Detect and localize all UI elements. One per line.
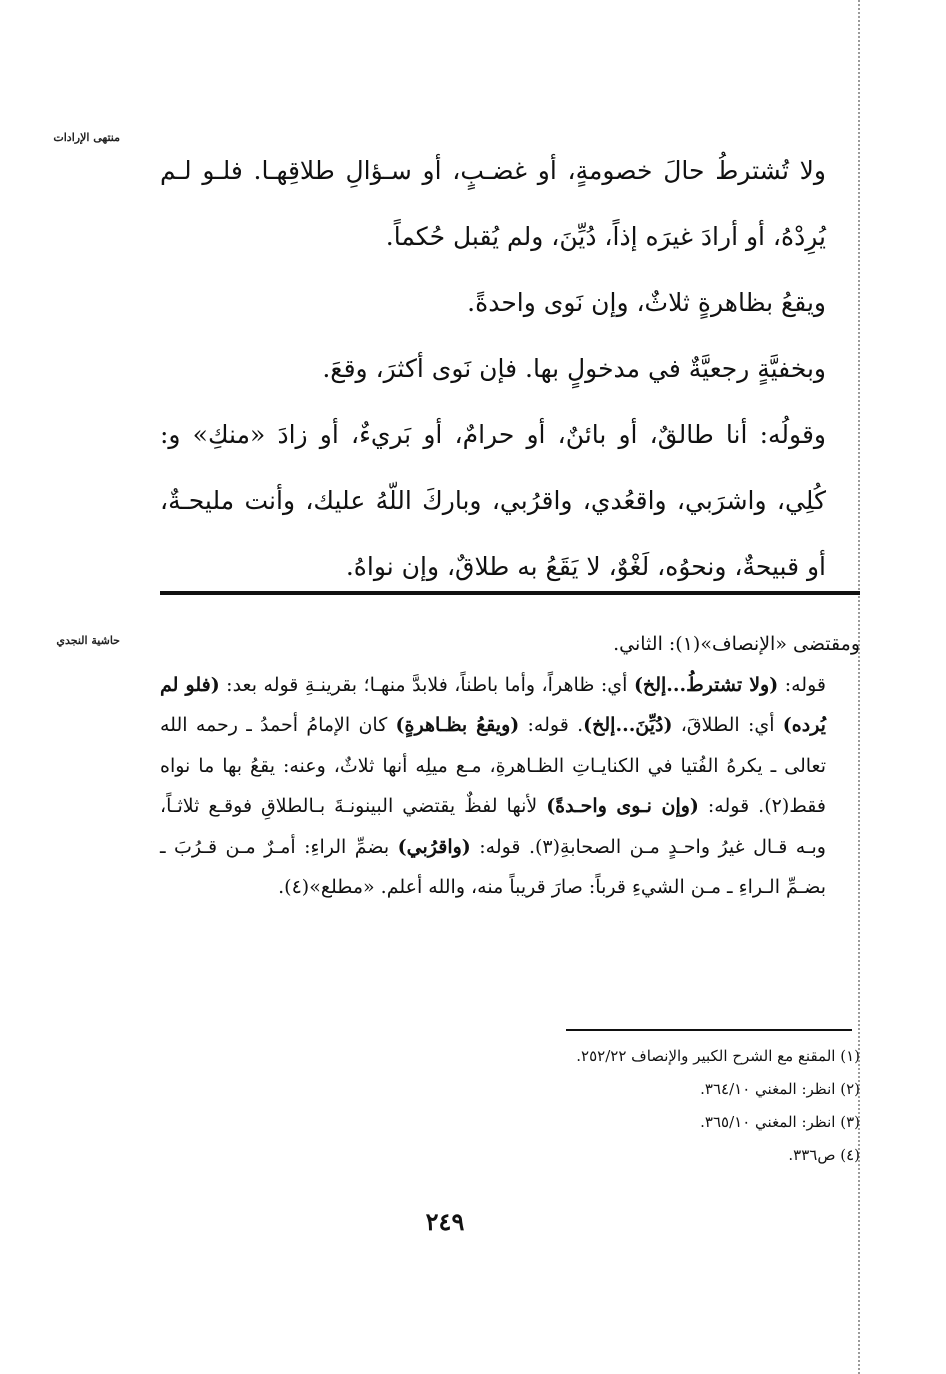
footnote-item: (٤) ص٣٣٦.: [788, 1146, 860, 1164]
quoted-phrase: (واقرُبي): [397, 835, 471, 858]
main-paragraph: وبخفيَّةٍ رجعيَّةٌ في مدخولٍ بها. فإن نَوى أكثرَ، وقعَ.: [322, 354, 826, 383]
page-number: ٢٤٩: [425, 1207, 465, 1236]
main-paragraph: ولا تُشترطُ حالَ خصومةٍ، أو غضـبٍ، أو سـؤالِ طلاقِهـا. فلـو لـم يُرِدْهُ، أو أرادَ غيرَه إذاً، دُيِّنَ، ولم يُقبل حُكماً.: [160, 156, 826, 251]
commentary-run: لأنها لفظٌ يقتضي البينونـةَ بـالطلاقِ فوقـع ثلاثـاً، وبـه قـال غيرُ واحـدٍ مـن الصحابةِ(٣). قوله:: [160, 795, 826, 858]
quoted-phrase: (فلو لم يُرده): [160, 673, 826, 736]
quoted-phrase: (وإن نـوى واحـدةً): [546, 795, 699, 817]
commentary-text: [160, 624, 860, 908]
main-paragraph: ويقعُ بظاهرةٍ ثلاثٌ، وإن نَوى واحدةً.: [467, 288, 826, 317]
quoted-phrase: (ويقعُ بظـاهرةٍ): [395, 714, 520, 736]
footnote-divider: [566, 1029, 852, 1031]
commentary-run: . قوله:: [519, 714, 584, 736]
commentary-run: بضمِّ الراءِ: أمـرٌ مـن قـرُبَ ـ بضـمِّ الـراءِ ـ مـن الشيءِ قرباً: صارَ قريباً منه، والله أعلم. «مطلع»(٤).: [160, 835, 826, 898]
footnote-item: (١) المقنع مع الشرح الكبير والإنصاف ٢٥٢/٢٢.: [576, 1047, 860, 1065]
commentary-paragraph: [160, 665, 860, 908]
section-divider: [160, 591, 860, 595]
quoted-phrase: (دُيِّنَ...إلخ): [583, 714, 673, 736]
commentary-lead: ومقتضى «الإنصاف»(١): الثاني.: [613, 633, 860, 655]
side-label-main-text: منتهى الإرادات: [53, 131, 120, 144]
quoted-phrase: (ولا تشترطُ...إلخ): [633, 673, 779, 696]
footnote-item: (٢) انظر: المغني ٣٦٤/١٠.: [700, 1080, 860, 1098]
side-label-commentary: حاشية النجدي: [56, 634, 120, 647]
main-text: [160, 138, 860, 600]
footnotes: [160, 1040, 860, 1172]
commentary-run: أي: ظاهراً، وأما باطناً، فلابدَّ منهـا؛ بقرينـةِ قوله بعد:: [219, 673, 634, 696]
commentary-run: أي: الطلاقَ،: [672, 714, 783, 736]
footnote-item: (٣) انظر: المغني ٣٦٥/١٠.: [700, 1113, 860, 1131]
main-paragraph: وقولُه: أنا طالقٌ، أو بائنٌ، أو حرامٌ، أو بَريءٌ، أو زادَ «منكِ» و: كُلِي، واشرَبي، واقعُدي، واقرُبي، وباركَ اللّهُ عليك، وأنت مليحـةٌ، أو قبيحةٌ، ونحوُه، لَغْوٌ، لا يَقَعُ به طلاقٌ، وإن نواهُ.: [160, 420, 826, 581]
commentary-run: كان الإمامُ أحمدُ ـ رحمه الله تعالى ـ يكرهُ الفُتيا في الكنايـاتِ الظـاهرةِ، مـع ميلِه أنها ثلاثٌ، وعنه: يقعُ بها ما نواه فقط(٢). قوله:: [160, 714, 826, 817]
commentary-run: قوله:: [778, 673, 826, 696]
